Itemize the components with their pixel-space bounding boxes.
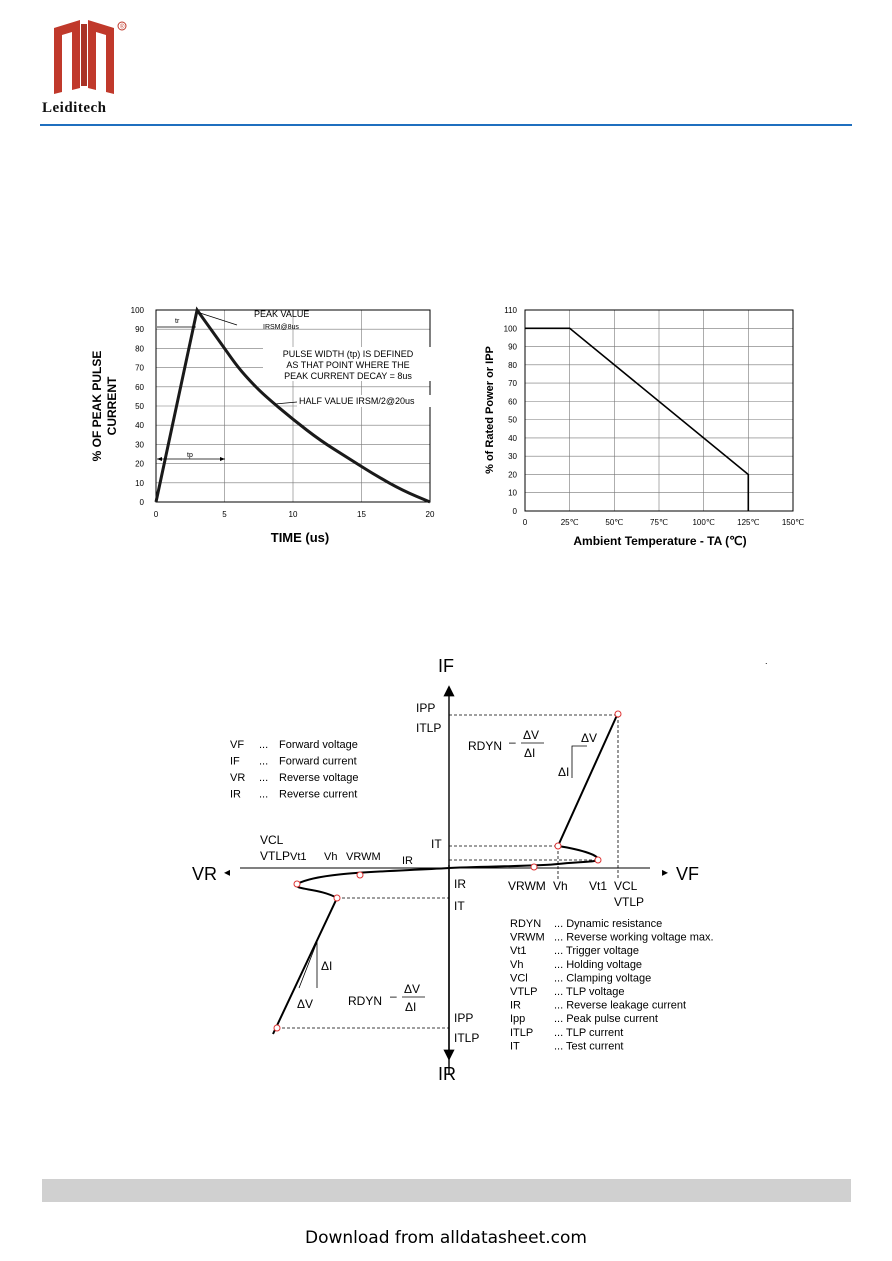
legend-bottom-symbol: ITLP (510, 1026, 534, 1039)
legend-top-dots: ... (259, 739, 269, 751)
derating-x-tick: 25℃ (560, 518, 579, 527)
ipp-top-label: IPP (416, 701, 436, 715)
legend-top-symbol: IF (230, 755, 240, 768)
ir-axis-label: IR (438, 1064, 456, 1084)
tp-label: tp (187, 452, 193, 459)
pulse-y-ticks (131, 306, 145, 507)
pulse-x-label: TIME (us) (270, 530, 330, 545)
pulse-y-tick: 20 (135, 459, 144, 469)
legend-top-dots: ... (259, 788, 269, 801)
legend-bottom-symbol: Ipp (510, 1013, 526, 1026)
footer-download-text[interactable]: Download from alldatasheet.com (305, 1228, 587, 1248)
vr-arrow-glyph: ◂ (224, 865, 231, 879)
legend-bottom-symbol: IR (510, 999, 521, 1012)
derating-x-ticks (523, 518, 804, 527)
upper-di-label: ΔI (558, 765, 570, 779)
derating-y-tick: 40 (508, 433, 517, 443)
legend-bottom (510, 918, 714, 1052)
vrwm-left-label: VRWM (346, 851, 381, 863)
itlp-top-label: ITLP (416, 721, 442, 735)
legend-bottom-desc: ... Holding voltage (554, 958, 643, 971)
legend-top-desc: Forward voltage (279, 739, 358, 751)
rdyn-top-dv: ΔV (523, 728, 540, 742)
rdyn-bottom-eq: – (390, 989, 397, 1003)
peak-value-sub: IRSM@8us (263, 324, 299, 331)
pulse-note-1: PULSE WIDTH (tp) IS DEFINED (282, 349, 414, 359)
pulse-y-tick: 40 (135, 421, 144, 431)
derating-y-tick: 10 (508, 488, 517, 498)
lower-dv-label: ΔV (297, 997, 314, 1011)
upper-slope-triangle (572, 746, 587, 778)
derating-x-tick: 75℃ (650, 518, 668, 527)
legend-bottom-symbol: VCl (510, 972, 528, 985)
tr-label: tr (175, 318, 180, 325)
vt1-left-point (294, 881, 300, 887)
legend-bottom-desc: ... Clamping voltage (554, 972, 652, 985)
pulse-x-tick: 5 (222, 510, 227, 519)
ir-right-label: IR (454, 877, 466, 891)
derating-x-tick: 125℃ (737, 518, 760, 527)
brand-name: Leiditech (42, 100, 107, 116)
derating-grid (525, 310, 793, 511)
rdyn-top-label: RDYN (468, 739, 503, 753)
pulse-y-tick: 80 (135, 344, 144, 354)
pulse-y-tick: 60 (135, 382, 144, 392)
it-upper-label: IT (431, 837, 442, 851)
derating-y-tick: 60 (508, 397, 517, 407)
legend-bottom-symbol: RDYN (510, 918, 542, 930)
pulse-y-label-2: CURRENT (105, 376, 119, 436)
derating-y-tick: 20 (508, 470, 517, 480)
iv-characteristic-diagram (180, 650, 800, 1090)
pulse-x-tick: 10 (288, 510, 298, 519)
legend-top-desc: Reverse current (279, 788, 358, 801)
rdyn-bottom-label: RDYN (348, 994, 383, 1008)
vcl-left-label: VCL (260, 833, 284, 847)
pulse-y-tick: 50 (135, 402, 144, 411)
legend-bottom-desc: ... TLP voltage (554, 986, 625, 998)
upper-dv-label: ΔV (581, 731, 598, 745)
pulse-note-2: AS THAT POINT WHERE THE (286, 360, 410, 370)
rdyn-bottom-dv: ΔV (404, 982, 421, 996)
itlp-bottom-label: ITLP (454, 1031, 480, 1045)
legend-bottom-desc: ... Reverse working voltage max. (554, 931, 714, 944)
pulse-x-ticks (154, 510, 435, 519)
derating-y-tick: 110 (504, 306, 517, 315)
legend-bottom-symbol: IT (510, 1040, 520, 1053)
derating-y-ticks (504, 306, 518, 516)
vf-arrow-glyph: ▸ (662, 865, 669, 879)
pulse-y-tick: 10 (135, 478, 144, 488)
pulse-y-tick: 70 (135, 363, 144, 373)
rdyn-top-di: ΔI (524, 746, 536, 760)
vrwm-right-point (531, 864, 537, 870)
derating-y-tick: 50 (508, 415, 517, 425)
legend-bottom-symbol: VTLP (510, 986, 538, 998)
legend-bottom-desc: ... Peak pulse current (554, 1013, 658, 1026)
derating-chart (480, 295, 820, 555)
vt1-right-label: Vt1 (589, 879, 608, 893)
lower-di-label: ΔI (321, 959, 333, 973)
if-axis-label: IF (438, 656, 454, 676)
legend-bottom-desc: ... TLP current (554, 1026, 624, 1039)
header-rule (40, 124, 852, 126)
derating-y-tick: 90 (508, 342, 517, 352)
derating-y-tick: 30 (508, 452, 517, 462)
pulse-y-tick: 0 (139, 498, 144, 507)
legend-bottom-symbol: VRWM (510, 931, 545, 944)
lower-slope-triangle (299, 942, 317, 988)
vrwm-right-label: VRWM (508, 879, 546, 893)
pulse-y-tick: 90 (135, 325, 144, 335)
it-lower-point (334, 895, 340, 901)
rdyn-bottom-di: ΔI (405, 1000, 417, 1014)
legend-top (230, 739, 359, 801)
derating-y-tick: 0 (512, 507, 517, 516)
vh-left-label: Vh (324, 851, 338, 863)
derating-y-tick: 70 (508, 379, 517, 389)
derating-y-label: % of Rated Power or IPP (484, 346, 496, 474)
legend-top-dots: ... (259, 772, 269, 784)
legend-bottom-symbol: Vh (510, 958, 524, 971)
vtlp-left-label: VTLP (260, 849, 291, 863)
derating-x-tick: 0 (522, 518, 528, 527)
vt1-right-point (595, 857, 601, 863)
registered-mark: ® (120, 24, 125, 31)
pulse-x-tick: 0 (153, 510, 159, 519)
vt1-left-label: Vt1 (290, 851, 307, 863)
legend-top-desc: Forward current (279, 755, 357, 768)
footer-bar (42, 1179, 851, 1202)
ipp-bottom-point (274, 1025, 280, 1031)
ipp-top-point (615, 711, 621, 717)
pulse-note-3: PEAK CURRENT DECAY = 8us (284, 371, 412, 381)
pulse-waveform-chart (85, 295, 445, 555)
legend-top-symbol: VF (230, 739, 245, 751)
vr-axis-label: VR (192, 864, 218, 884)
pulse-y-label-1: % OF PEAK PULSE (90, 350, 104, 462)
legend-top-dots: ... (259, 755, 269, 768)
vrwm-left-point (357, 872, 363, 878)
derating-x-tick: 50℃ (605, 518, 624, 527)
pulse-x-tick: 20 (425, 510, 435, 519)
vf-axis-label: VF (676, 864, 700, 884)
legend-bottom-desc: ... Trigger voltage (554, 945, 639, 958)
derating-x-tick: 100℃ (692, 518, 715, 527)
legend-bottom-desc: ... Test current (554, 1040, 624, 1053)
derating-y-tick: 80 (508, 360, 517, 370)
it-upper-point (555, 843, 561, 849)
derating-x-label: Ambient Temperature - TA (℃) (573, 534, 747, 548)
leiditech-logo (50, 16, 130, 98)
it-lower-label: IT (454, 899, 465, 913)
legend-bottom-symbol: Vt1 (510, 945, 527, 958)
derating-y-tick: 100 (503, 324, 517, 334)
legend-top-desc: Reverse voltage (279, 772, 359, 784)
pulse-x-tick: 15 (357, 510, 366, 519)
legend-bottom-desc: ... Reverse leakage current (554, 999, 687, 1012)
legend-top-symbol: IR (230, 788, 241, 801)
vh-right-label: Vh (553, 879, 568, 893)
ipp-bottom-label: IPP (454, 1011, 474, 1025)
derating-x-tick: 150℃ (781, 518, 805, 527)
stray-dot: . (765, 656, 768, 666)
pulse-y-tick: 100 (130, 306, 144, 315)
vcl-right-label: VCL (614, 879, 638, 893)
legend-bottom-desc: ... Dynamic resistance (554, 918, 663, 930)
rdyn-top-eq: – (509, 735, 516, 749)
vtlp-right-label: VTLP (614, 895, 645, 909)
half-value-label: HALF VALUE IRSM/2@20us (299, 396, 415, 406)
peak-value-label: PEAK VALUE (254, 309, 310, 319)
pulse-y-tick: 30 (135, 440, 144, 450)
ir-left-label: IR (402, 855, 413, 867)
legend-top-symbol: VR (230, 772, 246, 784)
half-pointer (275, 402, 297, 404)
